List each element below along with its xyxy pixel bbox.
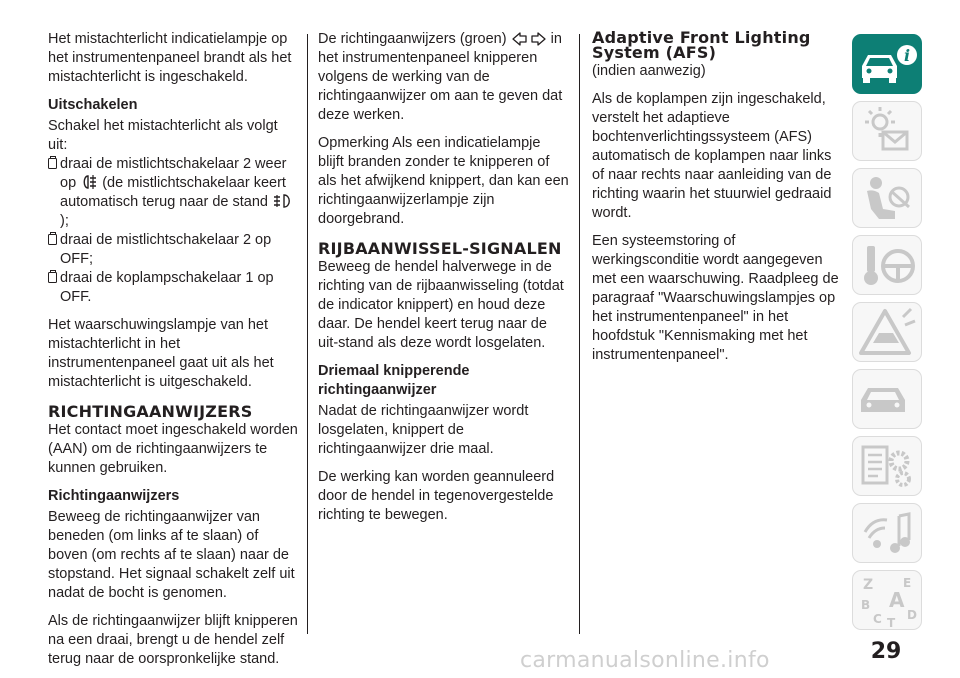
tab-warning-lights[interactable] [852, 101, 922, 161]
paragraph: Een systeemstoring of werkingsconditie wordt aangegeven met een waarschuwing. Raadpleeg de paragraaf "Waarschuwingslampjes op het instrumentenpaneel" in het hoofdstuk "Kennismaking met het instrumentenpaneel". [592, 233, 839, 363]
paragraph: Het waarschuwingslampje van het mistachterlicht in het instrumentenpaneel gaat uit als het mistachterlicht is uitgeschakeld. [48, 317, 274, 390]
paragraph: (indien aanwezig) [592, 63, 706, 79]
index-abc-icon [853, 571, 922, 630]
paragraph: Als de richtingaanwijzer blijft knipperen na een draai, brengt u de hendel zelf terug naar de oorspronkelijke stand. [48, 613, 298, 667]
paragraph: Opmerking Als een indicatielampje blijft branden zonder te knipperen of als het afwijkend knippert, dan kan een richtingaanwijzerlampje zijn doorgebrand. [318, 135, 569, 227]
list-item [48, 269, 298, 307]
tab-emergency[interactable] [852, 302, 922, 362]
svg-text:D: D [907, 608, 917, 622]
list-item-text: (de mistlichtschakelaar keert automatisch terug naar de stand [60, 175, 286, 210]
column-left [48, 30, 298, 678]
paragraph: Nadat de richtingaanwijzer wordt losgelaten, knippert de richtingaanwijzer drie maal. [318, 403, 529, 457]
tab-car-info[interactable] [852, 34, 922, 94]
column-right [592, 30, 842, 374]
svg-text:A: A [889, 588, 905, 612]
media-music-icon [853, 504, 922, 563]
svg-text:i: i [903, 46, 911, 65]
warning-lights-icon [853, 102, 922, 161]
tab-airbag-seat[interactable] [852, 168, 922, 228]
subheading-richtingaanwijzers: Richtingaanwijzers [48, 488, 180, 504]
list-item [48, 231, 298, 269]
paragraph-text: De richtingaanwijzers (groen) [318, 31, 507, 47]
paragraph: Het mistachterlicht indicatielampje op het instrumentenpaneel brandt als het mistachterlicht is ingeschakeld. [48, 31, 292, 85]
svg-text:Z: Z [863, 577, 874, 593]
list-item-text: draai de mistlichtschakelaar 2 op OFF; [60, 232, 272, 267]
tab-car-wrench[interactable] [852, 369, 922, 429]
chapter-tabs [852, 34, 922, 637]
tab-specs[interactable] [852, 436, 922, 496]
rear-fog-light-icon [80, 174, 98, 190]
paragraph: Beweeg de hendel halverwege in de richting van de rijbaanwisseling (totdat de indicator knippert) en houd deze daar. De hendel keert terug naar de uit-stand als deze wordt losgelaten. [318, 259, 564, 351]
svg-text:E: E [903, 576, 912, 590]
emergency-triangle-icon [853, 303, 922, 362]
front-fog-light-icon [272, 193, 294, 209]
tab-index[interactable] [852, 570, 922, 630]
key-steering-icon [853, 236, 922, 295]
section-heading-afs: Adaptive Front Lighting System (AFS) [592, 28, 811, 62]
section-heading-richtingaanwijzers: RICHTINGAANWIJZERS [48, 402, 253, 421]
bullet-marker-icon [48, 272, 57, 283]
paragraph: Het contact moet ingeschakeld worden (AAN) om de richtingaanwijzers te kunnen gebruiken. [48, 422, 298, 476]
list-item [48, 155, 298, 231]
list-item-text: draai de mistlichtschakelaar 2 weer op [60, 156, 287, 191]
car-wrench-icon [853, 370, 922, 429]
paragraph [318, 30, 570, 125]
list-item-text: ); [60, 213, 69, 229]
column-divider [579, 34, 580, 634]
turn-signal-arrows-icon [511, 32, 547, 46]
column-middle [318, 30, 570, 534]
paragraph: Schakel het mistachterlicht als volgt uit: [48, 118, 278, 153]
paragraph: Als de koplampen zijn ingeschakeld, verstelt het adaptieve bochtenverlichtingssysteem (AFS) automatisch de koplampen naar links of naar rechts naar aanleiding van de richting waarin het stuurwiel gedraaid wordt. [592, 91, 832, 221]
bullet-marker-icon [48, 234, 57, 245]
svg-text:B: B [861, 598, 871, 612]
car-info-icon [853, 35, 922, 94]
page-number: 29 [870, 639, 902, 664]
subheading-uitschakelen: Uitschakelen [48, 97, 138, 113]
watermark: carmanualsonline.info [520, 648, 770, 673]
list-item-text: draai de koplampschakelaar 1 op OFF. [60, 270, 274, 305]
bullet-marker-icon [48, 158, 57, 169]
column-divider [307, 34, 308, 634]
paragraph: Beweeg de richtingaanwijzer van beneden (om links af te slaan) of boven (om rechts af te slaan) naar de stopstand. Het signaal schakelt zelf uit nadat de bocht is genomen. [48, 509, 295, 601]
airbag-seat-icon [853, 169, 922, 228]
svg-text:C: C [873, 612, 882, 626]
paragraph: De werking kan worden geannuleerd door de hendel in tegenovergestelde richting te bewegen. [318, 469, 555, 523]
specs-gears-icon [853, 437, 922, 496]
tab-key-steering[interactable] [852, 235, 922, 295]
svg-text:T: T [887, 616, 896, 630]
subheading-driemaal: Driemaal knipperende richtingaanwijzer [318, 363, 470, 398]
section-heading-rijbaanwisselsignalen: RIJBAANWISSEL-SIGNALEN [318, 239, 562, 258]
paragraph-text: in het instrumentenpaneel knipperen volgens de werking van de richtingaanwijzer om aan te geven dat deze werken. [318, 31, 563, 123]
tab-media[interactable] [852, 503, 922, 563]
